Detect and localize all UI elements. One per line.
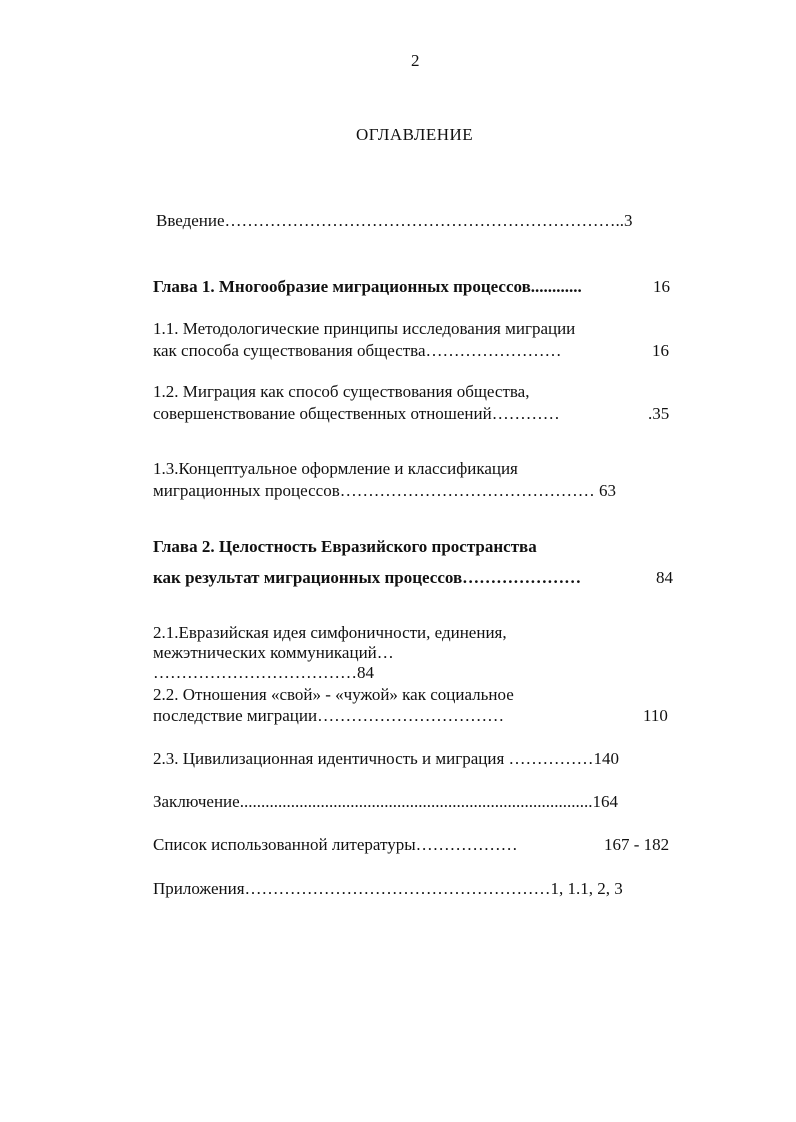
section-1-1-line2: как способа существования общества……………………	[153, 341, 562, 360]
toc-entry-conclusion[interactable]: Заключение...................................................................................164	[153, 792, 618, 811]
toc-entry-appendix[interactable]: Приложения………………………………………………1, 1.1, 2, 3	[153, 879, 623, 898]
literature-label: Список использованной литературы………………	[153, 835, 518, 854]
toc-title: ОГЛАВЛЕНИЕ	[356, 125, 474, 144]
chapter-1-page: 16	[653, 277, 670, 296]
section-2-1-line3: ………………………………84	[153, 663, 374, 682]
section-1-3-line2: миграционных процессов……………………………………… 63	[153, 481, 616, 500]
section-1-1-page: 16	[652, 341, 669, 360]
toc-entry-intro[interactable]: Введение……………………………………………………………..3	[156, 211, 633, 230]
section-1-2-line1: 1.2. Миграция как способ существования общества,	[153, 382, 530, 401]
chapter-1-title: Глава 1. Многообразие миграционных процессов............	[153, 277, 582, 296]
page-number: 2	[411, 51, 420, 70]
chapter-2-page: 84	[656, 568, 673, 587]
literature-page: 167 - 182	[604, 835, 670, 854]
section-2-1-line2: межэтнических коммуникаций…	[153, 643, 394, 662]
chapter-2-line2: как результат миграционных процессов…………………	[153, 568, 582, 587]
toc-entry-2-3[interactable]: 2.3. Цивилизационная идентичность и миграция ……………140	[153, 749, 620, 768]
section-2-2-line1: 2.2. Отношения «свой» - «чужой» как социальное	[153, 685, 514, 704]
section-2-2-line2: последствие миграции……………………………	[153, 706, 505, 725]
section-1-3-line1: 1.3.Концептуальное оформление и классификация	[153, 459, 518, 478]
section-1-2-line2: совершенствование общественных отношений…………	[153, 404, 560, 423]
section-1-1-line1: 1.1. Методологические принципы исследования миграции	[153, 319, 576, 338]
chapter-2-line1: Глава 2. Целостность Евразийского пространства	[153, 537, 537, 556]
section-1-2-page: .35	[648, 404, 670, 423]
section-2-1-line1: 2.1.Евразийская идея симфоничности, единения,	[153, 623, 507, 642]
section-2-2-page: 110	[643, 706, 668, 725]
